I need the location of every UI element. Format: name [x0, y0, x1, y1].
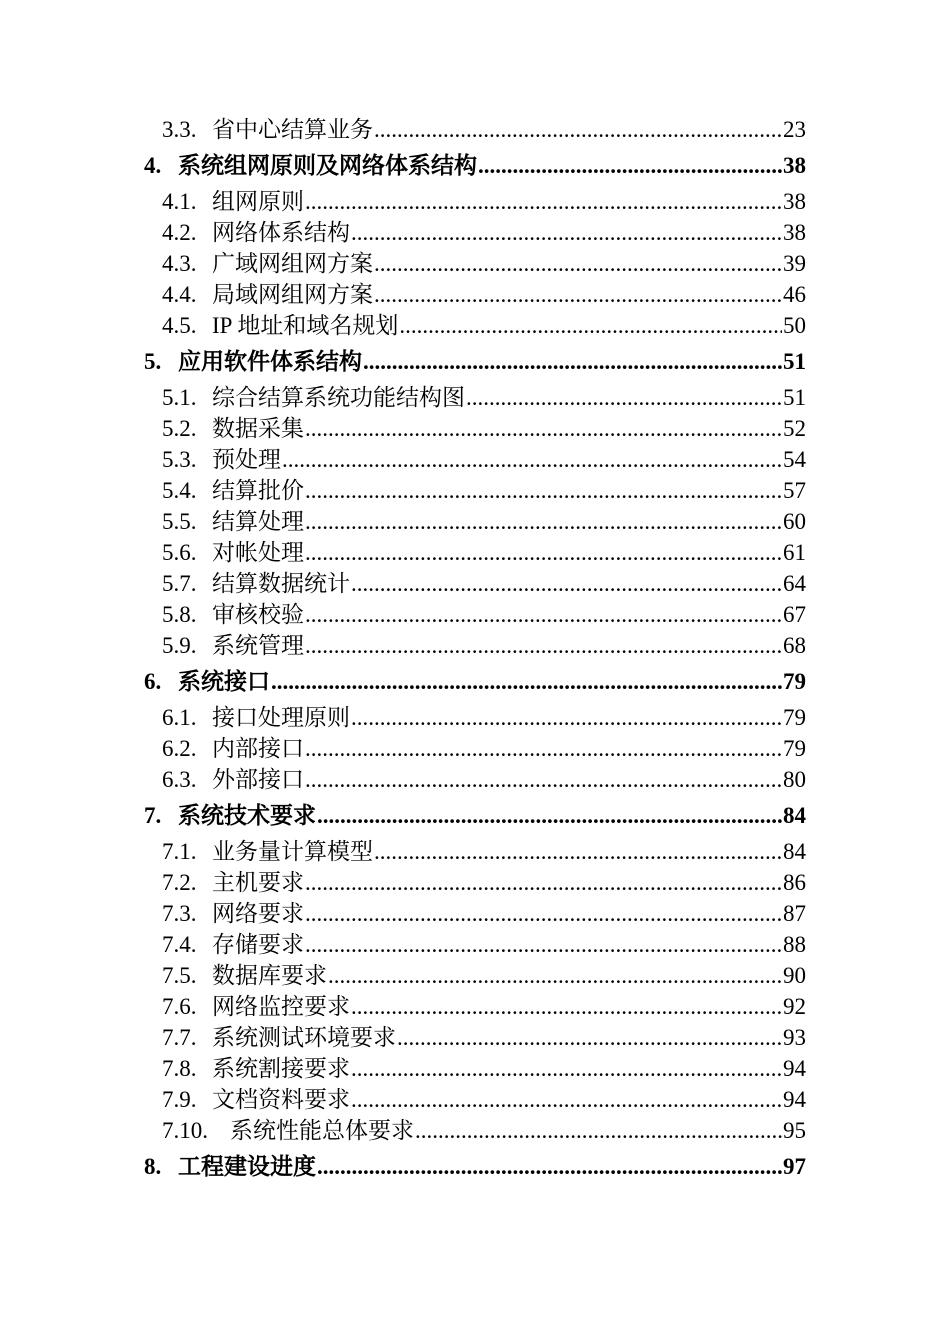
- toc-dot-leader: [305, 929, 782, 960]
- toc-entry-page-number: 86: [783, 870, 806, 895]
- toc-section-entry[interactable]: [144, 217, 806, 248]
- toc-section-entry[interactable]: [144, 568, 806, 599]
- toc-entry-page-number: 90: [783, 963, 806, 988]
- toc-entry-title: 系统割接要求: [212, 1056, 350, 1081]
- toc-entry-page-number: 51: [783, 385, 806, 410]
- toc-dot-leader: [305, 630, 782, 661]
- toc-entry-page-number: 95: [783, 1118, 806, 1143]
- toc-dot-leader: [478, 145, 782, 186]
- toc-entry-title: 内部接口: [212, 736, 304, 761]
- toc-entry-number: 4.4.: [162, 282, 197, 307]
- toc-entry-title: 业务量计算模型: [212, 839, 373, 864]
- toc-dot-leader: [351, 702, 782, 733]
- toc-entry-page-number: 38: [783, 189, 806, 214]
- toc-entry-number: 8.: [144, 1154, 162, 1179]
- toc-chapter-entry[interactable]: [144, 1146, 806, 1187]
- toc-entry-page-number: 92: [783, 994, 806, 1019]
- toc-entry-page-number: 79: [783, 669, 806, 694]
- toc-entry-title: 系统组网原则及网络体系结构: [178, 153, 477, 178]
- toc-entry-number: 5.5.: [162, 509, 197, 534]
- toc-section-entry[interactable]: [144, 599, 806, 630]
- toc-section-entry[interactable]: [144, 537, 806, 568]
- toc-entry-number: 7.9.: [162, 1087, 197, 1112]
- toc-entry-page-number: 87: [783, 901, 806, 926]
- toc-entry-page-number: 38: [783, 153, 806, 178]
- toc-entry-number: 5.2.: [162, 416, 197, 441]
- toc-entry-page-number: 94: [783, 1056, 806, 1081]
- toc-entry-page-number: 60: [783, 509, 806, 534]
- toc-entry-page-number: 80: [783, 767, 806, 792]
- toc-dot-leader: [305, 506, 782, 537]
- toc-entry-page-number: 94: [783, 1087, 806, 1112]
- toc-entry-title: 系统性能总体要求: [230, 1118, 414, 1143]
- toc-entry-title: 审核校验: [212, 602, 304, 627]
- toc-entry-page-number: 97: [783, 1154, 806, 1179]
- toc-entry-number: 6.2.: [162, 736, 197, 761]
- toc-dot-leader: [305, 733, 782, 764]
- toc-dot-leader: [305, 413, 782, 444]
- toc-dot-leader: [271, 661, 782, 702]
- toc-entry-number: 7.2.: [162, 870, 197, 895]
- toc-dot-leader: [351, 1084, 782, 1115]
- toc-entry-title: 结算数据统计: [212, 571, 350, 596]
- toc-entry-title: 主机要求: [212, 870, 304, 895]
- toc-entry-page-number: 64: [783, 571, 806, 596]
- toc-entry-title: 系统接口: [178, 669, 270, 694]
- toc-entry-title: 网络要求: [212, 901, 304, 926]
- toc-section-entry[interactable]: [144, 279, 806, 310]
- toc-entry-number: 4.5.: [162, 313, 197, 338]
- toc-entry-page-number: 61: [783, 540, 806, 565]
- toc-section-entry[interactable]: [144, 444, 806, 475]
- toc-entry-title: IP 地址和域名规划: [212, 313, 399, 338]
- toc-section-entry[interactable]: [144, 867, 806, 898]
- toc-entry-title: 组网原则: [212, 189, 304, 214]
- toc-dot-leader: [317, 795, 782, 836]
- toc-section-entry[interactable]: [144, 929, 806, 960]
- toc-section-entry[interactable]: [144, 114, 806, 145]
- toc-chapter-entry[interactable]: [144, 145, 806, 186]
- toc-section-entry[interactable]: [144, 733, 806, 764]
- toc-entry-title: 数据库要求: [212, 963, 327, 988]
- toc-entry-number: 4.: [144, 153, 162, 178]
- toc-dot-leader: [374, 248, 782, 279]
- toc-entry-number: 5.7.: [162, 571, 197, 596]
- toc-dot-leader: [399, 310, 782, 341]
- toc-dot-leader: [282, 444, 782, 475]
- toc-entry-page-number: 46: [783, 282, 806, 307]
- toc-entry-number: 5.1.: [162, 385, 197, 410]
- toc-dot-leader: [415, 1115, 782, 1146]
- toc-entry-title: 系统测试环境要求: [212, 1025, 396, 1050]
- toc-section-entry[interactable]: [144, 506, 806, 537]
- toc-entry-title: 系统技术要求: [178, 803, 316, 828]
- toc-entry-title: 工程建设进度: [178, 1154, 316, 1179]
- toc-entry-page-number: 51: [783, 349, 806, 374]
- toc-dot-leader: [466, 382, 782, 413]
- toc-entry-number: 7.1.: [162, 839, 197, 864]
- toc-entry-number: 6.3.: [162, 767, 197, 792]
- toc-entry-title: 网络体系结构: [212, 220, 350, 245]
- toc-entry-title: 省中心结算业务: [212, 117, 373, 142]
- toc-dot-leader: [351, 568, 782, 599]
- toc-chapter-entry[interactable]: [144, 795, 806, 836]
- toc-entry-number: 7.4.: [162, 932, 197, 957]
- toc-section-entry[interactable]: [144, 1084, 806, 1115]
- toc-chapter-entry[interactable]: [144, 661, 806, 702]
- toc-entry-page-number: 57: [783, 478, 806, 503]
- toc-dot-leader: [351, 217, 782, 248]
- toc-entry-title: 综合结算系统功能结构图: [212, 385, 465, 410]
- toc-entry-page-number: 79: [783, 705, 806, 730]
- toc-entry-title: 局域网组网方案: [212, 282, 373, 307]
- toc-section-entry[interactable]: [144, 248, 806, 279]
- toc-entry-title: 存储要求: [212, 932, 304, 957]
- toc-entry-title: 网络监控要求: [212, 994, 350, 1019]
- toc-entry-page-number: 39: [783, 251, 806, 276]
- toc-entry-number: 3.3.: [162, 117, 197, 142]
- toc-dot-leader: [305, 599, 782, 630]
- toc-entry-title: 对帐处理: [212, 540, 304, 565]
- toc-entry-title: 广域网组网方案: [212, 251, 373, 276]
- toc-entry-page-number: 84: [783, 803, 806, 828]
- toc-section-entry[interactable]: [144, 991, 806, 1022]
- toc-entry-number: 6.: [144, 669, 162, 694]
- toc-dot-leader: [363, 341, 782, 382]
- toc-entry-page-number: 93: [783, 1025, 806, 1050]
- toc-entry-title: 接口处理原则: [212, 705, 350, 730]
- table-of-contents: [144, 114, 806, 1187]
- toc-dot-leader: [328, 960, 782, 991]
- toc-entry-title: 外部接口: [212, 767, 304, 792]
- toc-dot-leader: [305, 898, 782, 929]
- toc-section-entry[interactable]: [144, 764, 806, 795]
- toc-entry-page-number: 67: [783, 602, 806, 627]
- toc-entry-page-number: 68: [783, 633, 806, 658]
- toc-entry-number: 7.10.: [162, 1118, 208, 1143]
- toc-section-entry[interactable]: [144, 1022, 806, 1053]
- toc-entry-title: 预处理: [212, 447, 281, 472]
- toc-section-entry[interactable]: [144, 836, 806, 867]
- toc-entry-number: 5.6.: [162, 540, 197, 565]
- toc-entry-number: 7.7.: [162, 1025, 197, 1050]
- toc-section-entry[interactable]: [144, 382, 806, 413]
- toc-entry-number: 4.2.: [162, 220, 197, 245]
- toc-entry-title: 应用软件体系结构: [178, 349, 362, 374]
- toc-entry-number: 7.5.: [162, 963, 197, 988]
- toc-section-entry[interactable]: [144, 1115, 806, 1146]
- toc-dot-leader: [305, 764, 782, 795]
- toc-dot-leader: [397, 1022, 782, 1053]
- toc-entry-page-number: 84: [783, 839, 806, 864]
- toc-section-entry[interactable]: [144, 898, 806, 929]
- toc-entry-title: 数据采集: [212, 416, 304, 441]
- toc-entry-title: 结算批价: [212, 478, 304, 503]
- toc-dot-leader: [305, 867, 782, 898]
- toc-entry-number: 6.1.: [162, 705, 197, 730]
- toc-entry-number: 5.8.: [162, 602, 197, 627]
- toc-entry-number: 7.6.: [162, 994, 197, 1019]
- toc-dot-leader: [351, 1053, 782, 1084]
- toc-entry-number: 5.9.: [162, 633, 197, 658]
- toc-entry-number: 5.3.: [162, 447, 197, 472]
- toc-section-entry[interactable]: [144, 475, 806, 506]
- toc-dot-leader: [317, 1146, 782, 1187]
- toc-dot-leader: [305, 475, 782, 506]
- toc-entry-number: 4.1.: [162, 189, 197, 214]
- toc-entry-number: 7.: [144, 803, 162, 828]
- toc-entry-page-number: 52: [783, 416, 806, 441]
- toc-section-entry[interactable]: [144, 310, 806, 341]
- toc-dot-leader: [305, 186, 782, 217]
- toc-entry-page-number: 23: [783, 117, 806, 142]
- toc-entry-title: 系统管理: [212, 633, 304, 658]
- toc-section-entry[interactable]: [144, 630, 806, 661]
- toc-dot-leader: [374, 114, 782, 145]
- toc-section-entry[interactable]: [144, 186, 806, 217]
- toc-entry-number: 5.: [144, 349, 162, 374]
- toc-entry-number: 5.4.: [162, 478, 197, 503]
- toc-entry-number: 7.3.: [162, 901, 197, 926]
- toc-entry-page-number: 50: [783, 313, 806, 338]
- toc-entry-page-number: 88: [783, 932, 806, 957]
- toc-entry-page-number: 79: [783, 736, 806, 761]
- toc-entry-title: 结算处理: [212, 509, 304, 534]
- toc-dot-leader: [374, 836, 782, 867]
- toc-section-entry[interactable]: [144, 1053, 806, 1084]
- toc-entry-number: 7.8.: [162, 1056, 197, 1081]
- toc-entry-number: 4.3.: [162, 251, 197, 276]
- toc-entry-page-number: 54: [783, 447, 806, 472]
- toc-section-entry[interactable]: [144, 960, 806, 991]
- toc-dot-leader: [374, 279, 782, 310]
- toc-dot-leader: [305, 537, 782, 568]
- toc-entry-page-number: 38: [783, 220, 806, 245]
- toc-entry-title: 文档资料要求: [212, 1087, 350, 1112]
- toc-dot-leader: [351, 991, 782, 1022]
- toc-section-entry[interactable]: [144, 702, 806, 733]
- toc-chapter-entry[interactable]: [144, 341, 806, 382]
- toc-section-entry[interactable]: [144, 413, 806, 444]
